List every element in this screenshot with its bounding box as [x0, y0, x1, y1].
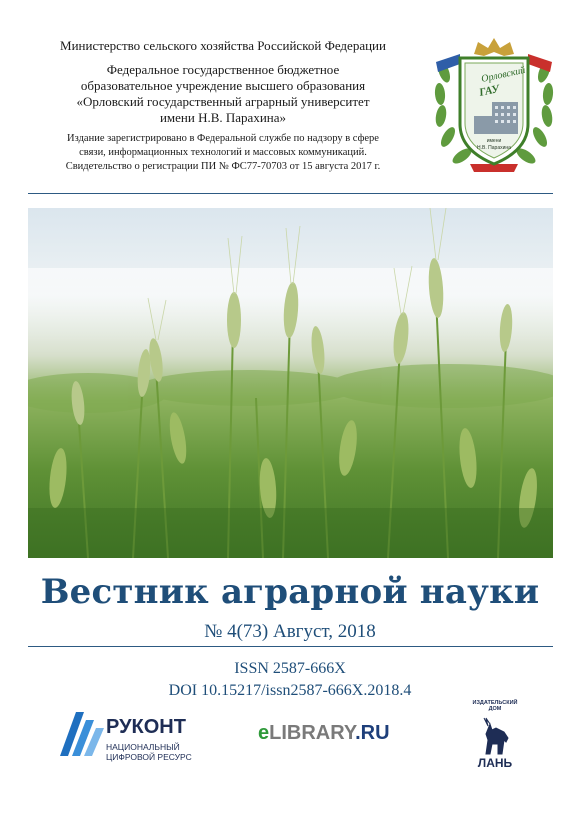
university-emblem-logo: [430, 32, 558, 176]
lan-name: ЛАНЬ: [477, 756, 513, 770]
rukont-name: РУКОНТ: [106, 716, 186, 738]
deer-icon: [476, 716, 514, 756]
bottom-divider: [28, 646, 553, 647]
issue-info: № 4(73) Август, 2018: [204, 621, 376, 642]
institution-line: имени Н.В. Парахина»: [159, 110, 287, 125]
svg-text:Орловский: Орловский: [480, 64, 527, 85]
elibrary-e: e: [258, 722, 270, 744]
registration-line: связи, информационных технологий и массовых коммуникаций.: [79, 147, 367, 158]
institution-line: Федеральное государственное бюджетное: [106, 62, 340, 77]
registration-line: Свидетельство о регистрации ПИ № ФС77-70703 от 15 августа 2017 г.: [65, 161, 381, 172]
rukont-mark-icon: [56, 708, 106, 760]
lan-top-line: ИЗДАТЕЛЬСКИЙ: [472, 700, 518, 706]
wheat-field-photo: [28, 208, 553, 558]
rukont-subtitle-line: ЦИФРОВОЙ РЕСУРС: [106, 752, 192, 762]
elibrary-logo: [258, 722, 390, 745]
elibrary-library: LIBRARY: [269, 722, 356, 744]
lan-top-text: [470, 700, 520, 712]
rukont-subtitle-line: НАЦИОНАЛЬНЫЙ: [106, 742, 180, 752]
svg-text:имени: имени: [486, 138, 502, 144]
institution-name: [18, 62, 428, 126]
rukont-subtitle: [106, 742, 216, 762]
lan-publisher-logo: [470, 700, 520, 772]
registration-notice: [18, 132, 428, 174]
doi: DOI 10.15217/issn2587-666X.2018.4: [168, 682, 412, 699]
lan-top-line: ДОМ: [488, 706, 502, 712]
ministry-name: Министерство сельского хозяйства Российской Федерации: [60, 38, 386, 53]
svg-text:Н.В. Парахина: Н.В. Парахина: [477, 145, 511, 151]
svg-text:ГАУ: ГАУ: [478, 83, 501, 99]
top-divider: [28, 193, 553, 194]
institution-line: «Орловский государственный аграрный университет: [76, 94, 370, 109]
rukont-logo: [56, 708, 216, 768]
issn: ISSN 2587-666X: [234, 660, 346, 677]
header-block: [18, 38, 428, 174]
registration-line: Издание зарегистрировано в Федеральной службе по надзору в сфере: [67, 133, 379, 144]
elibrary-ru: .RU: [355, 722, 390, 744]
journal-title: Вестник аграрной науки: [40, 572, 540, 612]
institution-line: образовательное учреждение высшего образования: [80, 78, 366, 93]
